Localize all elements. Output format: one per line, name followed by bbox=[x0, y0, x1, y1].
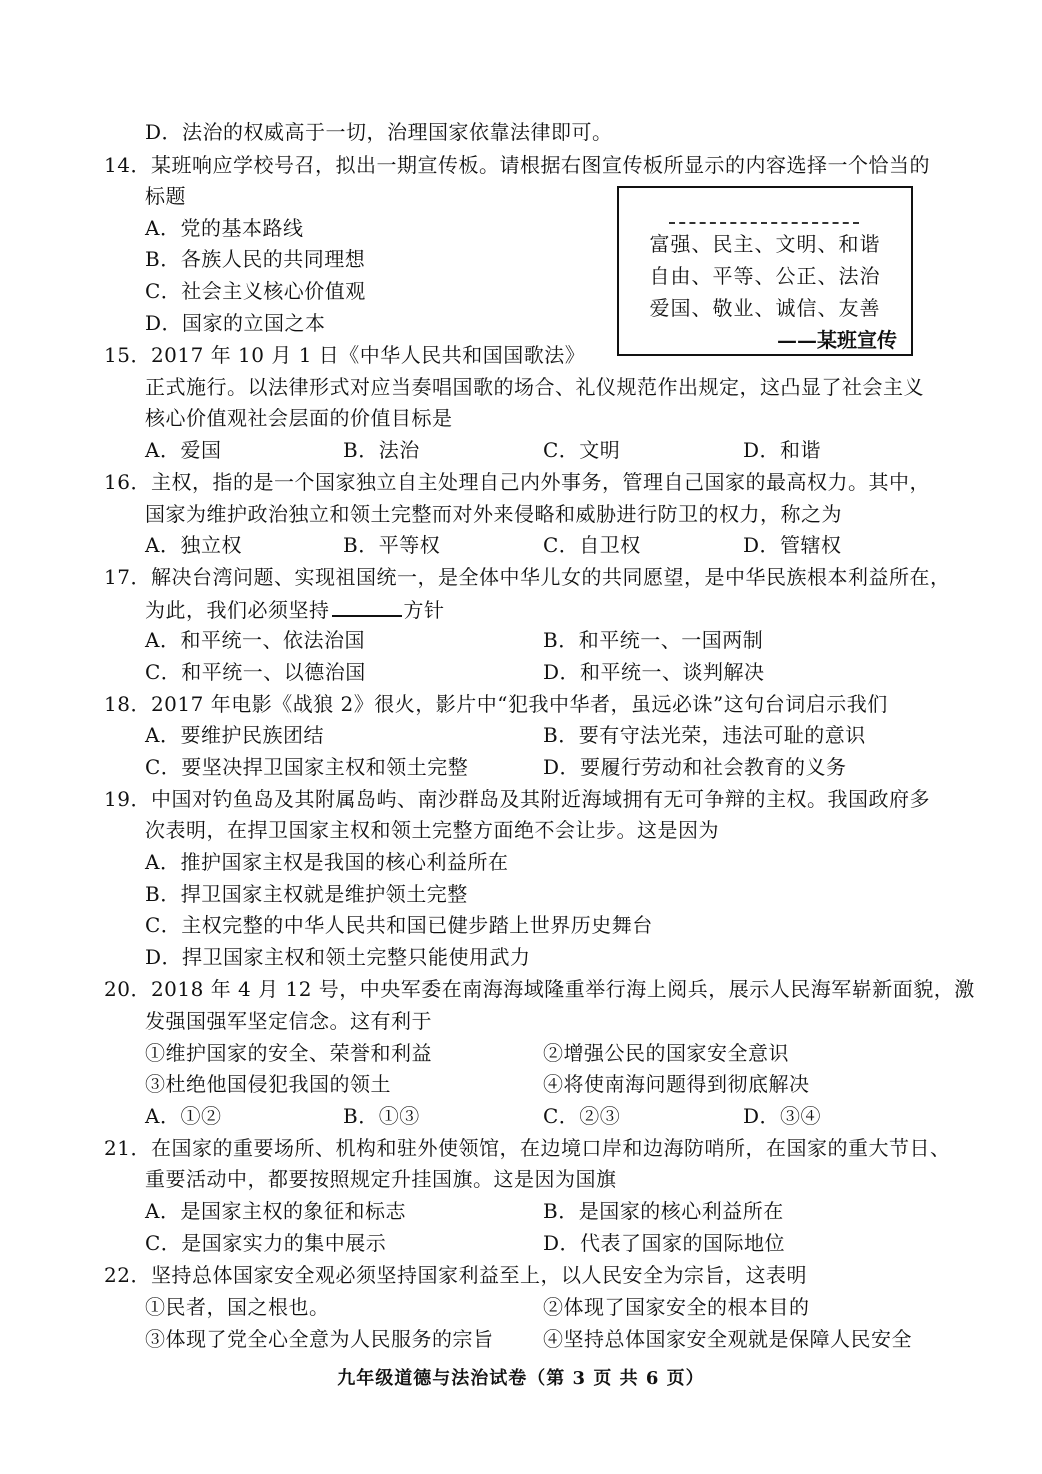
q18-option-b: B．要有守法光荣，违法可耻的意识 bbox=[543, 723, 866, 747]
q17-option-d: D．和平统一、谈判解决 bbox=[543, 660, 765, 684]
q15-option-b: B．法治 bbox=[343, 438, 420, 462]
q21-stem: 21．在国家的重要场所、机构和驻外使领馆，在边境口岸和边海防哨所，在国家的重大节日、 bbox=[104, 1136, 951, 1160]
q17-blank bbox=[332, 595, 402, 617]
q17-stem: 17．解决台湾问题、实现祖国统一，是全体中华儿女的共同愿望，是中华民族根本利益所在， bbox=[104, 565, 951, 589]
q14-option-d: D．国家的立国之本 bbox=[145, 311, 326, 335]
q16-option-b: B．平等权 bbox=[343, 533, 441, 557]
q22-stem: 22．坚持总体国家安全观必须坚持国家利益至上，以人民安全为宗旨，这表明 bbox=[104, 1263, 807, 1287]
q20-stem-cont: 发强国强军坚定信念。这有利于 bbox=[145, 1009, 432, 1033]
q17-suffix: 方针 bbox=[403, 598, 445, 622]
q20-statement-4: ④将使南海问题得到彻底解决 bbox=[543, 1072, 810, 1096]
q21-option-a: A．是国家主权的象征和标志 bbox=[145, 1199, 406, 1223]
q21-option-d: D．代表了国家的国际地位 bbox=[543, 1231, 786, 1255]
q20-option-a: A．①② bbox=[145, 1104, 222, 1128]
q18-stem: 18．2017 年电影《战狼 2》很火，影片中“犯我中华者，虽远必诛”这句台词启示我们 bbox=[104, 692, 888, 716]
q19-option-d: D．捍卫国家主权和领土完整只能使用武力 bbox=[145, 945, 531, 969]
q15-stem-cont2: 核心价值观社会层面的价值目标是 bbox=[145, 406, 453, 430]
q20-option-c: C．②③ bbox=[543, 1104, 621, 1128]
board-line-1: 富强、民主、文明、和谐 bbox=[649, 232, 881, 256]
q17-option-a: A．和平统一、依法治国 bbox=[145, 628, 365, 652]
q20-statement-2: ②增强公民的国家安全意识 bbox=[543, 1041, 789, 1065]
q20-stem: 20．2018 年 4 月 12 号，中央军委在南海海域隆重举行海上阅兵，展示人民海军崭新面貌，激 bbox=[104, 977, 975, 1001]
q22-statement-4: ④坚持总体国家安全观就是保障人民安全 bbox=[543, 1327, 912, 1351]
q14-stem-cont: 标题 bbox=[145, 184, 186, 208]
q15-option-c: C．文明 bbox=[543, 438, 621, 462]
q16-option-a: A．独立权 bbox=[145, 533, 242, 557]
q15-stem: 15．2017 年 10 月 1 日《中华人民共和国国歌法》 bbox=[104, 343, 586, 367]
q18-option-c: C．要坚决捍卫国家主权和领土完整 bbox=[145, 755, 469, 779]
q16-stem: 16．主权，指的是一个国家独立自主处理自己内外事务，管理自己国家的最高权力。其中， bbox=[104, 470, 930, 494]
q20-option-d: D．③④ bbox=[743, 1104, 822, 1128]
q22-statement-3: ③体现了党全心全意为人民服务的宗旨 bbox=[145, 1327, 494, 1351]
q19-option-c: C．主权完整的中华人民共和国已健步踏上世界历史舞台 bbox=[145, 913, 653, 937]
q20-statement-1: ①维护国家的安全、荣誉和利益 bbox=[145, 1041, 432, 1065]
board-signature: ——某班宣传 bbox=[777, 328, 897, 352]
q17-prefix: 为此，我们必须坚持 bbox=[145, 598, 330, 622]
q22-statement-1: ①民者，国之根也。 bbox=[145, 1295, 330, 1319]
page-footer: 九年级道德与法治试卷（第 3 页 共 6 页） bbox=[337, 1368, 705, 1389]
q16-option-d: D．管辖权 bbox=[743, 533, 842, 557]
board-line-2: 自由、平等、公正、法治 bbox=[649, 264, 881, 288]
q14-option-b: B．各族人民的共同理想 bbox=[145, 247, 366, 271]
board-line-3: 爱国、敬业、诚信、友善 bbox=[649, 296, 881, 320]
q15-option-d: D．和谐 bbox=[743, 438, 822, 462]
q19-option-a: A．推护国家主权是我国的核心利益所在 bbox=[145, 850, 509, 874]
q18-option-d: D．要履行劳动和社会教育的义务 bbox=[543, 755, 847, 779]
q14-option-a: A．党的基本路线 bbox=[145, 216, 304, 240]
q14-stem: 14．某班响应学校号召，拟出一期宣传板。请根据右图宣传板所显示的内容选择一个恰当的 bbox=[104, 153, 930, 177]
q16-stem-cont: 国家为维护政治独立和领土完整而对外来侵略和威胁进行防卫的权力，称之为 bbox=[145, 502, 842, 526]
q19-stem-cont: 次表明，在捍卫国家主权和领土完整方面绝不会让步。这是因为 bbox=[145, 818, 719, 842]
q22-statement-2: ②体现了国家安全的根本目的 bbox=[543, 1295, 810, 1319]
q13-option-d: D．法治的权威高于一切，治理国家依靠法律即可。 bbox=[145, 120, 613, 144]
board-dashed-title-line bbox=[669, 222, 859, 224]
q16-option-c: C．自卫权 bbox=[543, 533, 641, 557]
q20-option-b: B．①③ bbox=[343, 1104, 420, 1128]
q15-stem-cont: 正式施行。以法律形式对应当奏唱国歌的场合、礼仪规范作出规定，这凸显了社会主义 bbox=[145, 375, 924, 399]
q21-option-b: B．是国家的核心利益所在 bbox=[543, 1199, 784, 1223]
q19-stem: 19．中国对钓鱼岛及其附属岛屿、南沙群岛及其附近海域拥有无可争辩的主权。我国政府多 bbox=[104, 787, 930, 811]
q15-option-a: A．爱国 bbox=[145, 438, 222, 462]
q17-option-b: B．和平统一、一国两制 bbox=[543, 628, 764, 652]
q18-option-a: A．要维护民族团结 bbox=[145, 723, 324, 747]
q21-option-c: C．是国家实力的集中展示 bbox=[145, 1231, 387, 1255]
q17-stem-cont bbox=[145, 595, 445, 624]
q17-option-c: C．和平统一、以德治国 bbox=[145, 660, 366, 684]
q20-statement-3: ③杜绝他国侵犯我国的领土 bbox=[145, 1072, 391, 1096]
q21-stem-cont: 重要活动中，都要按照规定升挂国旗。这是因为国旗 bbox=[145, 1167, 617, 1191]
propaganda-board bbox=[617, 186, 913, 356]
q14-option-c: C．社会主义核心价值观 bbox=[145, 279, 366, 303]
q19-option-b: B．捍卫国家主权就是维护领土完整 bbox=[145, 882, 468, 906]
